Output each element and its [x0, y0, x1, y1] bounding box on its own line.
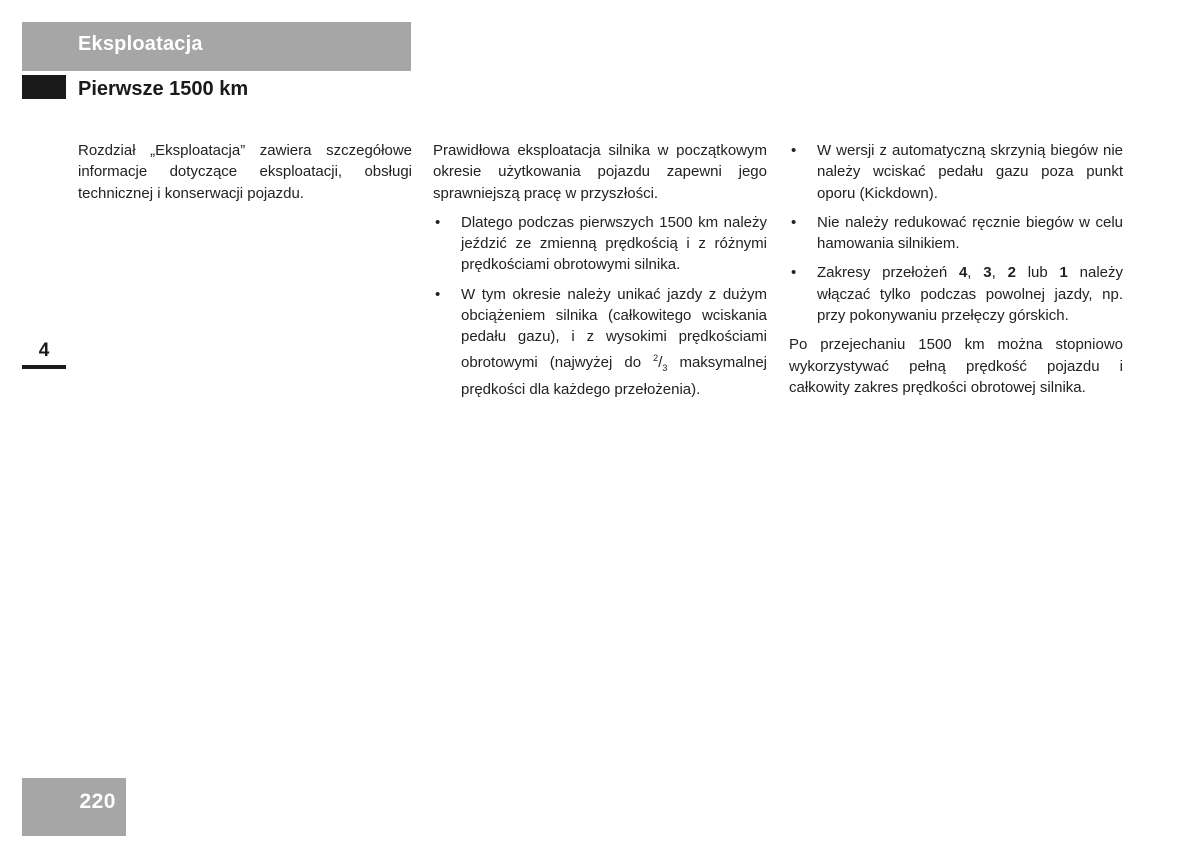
- section-header-band: [22, 22, 411, 71]
- gear-number: 3: [983, 264, 992, 282]
- list-item: [433, 284, 767, 400]
- list-item: • Dlatego podczas pierwszych 1500 km należy jeździć ze zmienną prędkością i z różnymi prędkościami obrotowymi silnika.: [433, 212, 767, 276]
- column-3: [789, 140, 1123, 406]
- running-in-list: [433, 212, 767, 400]
- chapter-tab: [22, 338, 66, 369]
- fraction-denominator: 3: [662, 362, 668, 373]
- chapter-number: 4: [38, 340, 50, 361]
- list-item-text: W tym okresie należy unikać jazdy z dużym obciążeniem silnika (całkowitego wciskania pedału gazu), i z wysokimi prędkościami obrotowymi (najwyżej do: [461, 285, 767, 371]
- list-item-text: należy włączać tylko podczas powolnej jazdy, np. przy pokonywaniu przełęczy górskich.: [817, 264, 1124, 325]
- page-number: 220: [79, 790, 116, 813]
- list-item-text: Zakresy przełożeń: [817, 264, 959, 282]
- list-item-separator: ,: [967, 264, 984, 282]
- section-title: Eksploatacja: [78, 33, 203, 55]
- intro-paragraph: Rozdział „Eksploatacja” zawiera szczegółowe informacje dotyczące eksploatacji, obsługi technicznej i konserwacji pojazdu.: [78, 142, 412, 202]
- heading-marker: [22, 75, 66, 99]
- running-in-paragraph: Prawidłowa eksploatacja silnika w początkowym okresie użytkowania pojazdu zapewni jego sprawniejszą pracę w przyszłości.: [433, 142, 767, 202]
- fraction-numerator: 2: [653, 352, 659, 363]
- page-heading: Pierwsze 1500 km: [78, 78, 249, 100]
- closing-paragraph: Po przejechaniu 1500 km można stopniowo wykorzystywać pełną prędkość pojazdu i całkowity zakres prędkości obrotowej silnika.: [789, 336, 1123, 396]
- fraction-separator: /: [658, 353, 663, 371]
- list-item-text: maksymalnej prędkości dla każdego przełożenia).: [461, 353, 767, 398]
- column-1: [78, 140, 412, 212]
- list-item: [789, 262, 1123, 326]
- list-item-separator: ,: [991, 264, 1008, 282]
- page-number-box: [22, 778, 126, 836]
- gearbox-list: [789, 140, 1123, 326]
- column-2: [433, 140, 767, 408]
- gear-number: 4: [958, 264, 968, 282]
- list-item: • W wersji z automatyczną skrzynią biegów nie należy wciskać pedału gazu poza punkt oporu (Kickdown).: [789, 140, 1123, 204]
- list-item-separator: lub: [1015, 264, 1060, 282]
- gear-number: 1: [1059, 264, 1068, 282]
- gear-number: 2: [1007, 264, 1016, 282]
- list-item: • Nie należy redukować ręcznie biegów w celu hamowania silnikiem.: [789, 212, 1123, 255]
